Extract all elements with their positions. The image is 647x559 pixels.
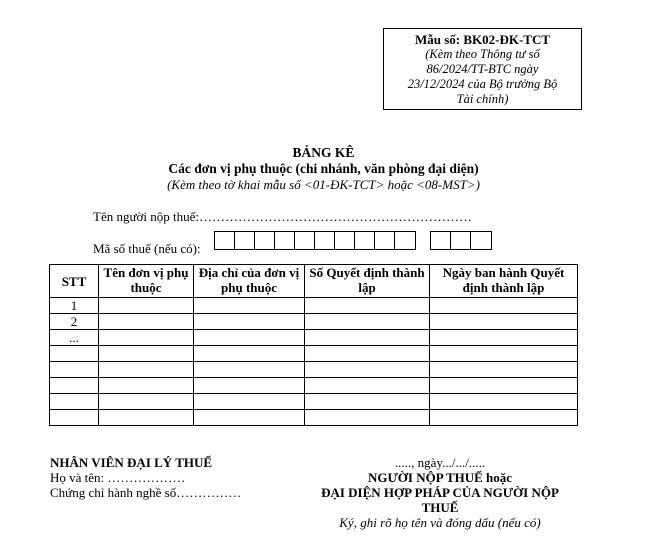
payer-name-field[interactable]: Tên người nộp thuế:……………………………………………………… (93, 209, 472, 224)
unit-address-cell[interactable] (194, 314, 305, 330)
decision-date-cell[interactable] (430, 298, 578, 314)
unit-name-cell[interactable] (99, 362, 194, 378)
agent-certificate-field[interactable]: Chứng chỉ hành nghề số…………… (50, 485, 242, 500)
unit-address-cell[interactable] (194, 298, 305, 314)
tax-code-label: Mã số thuế (nếu có): (93, 241, 201, 256)
decision-date-cell[interactable] (430, 314, 578, 330)
decision-number-cell[interactable] (305, 314, 430, 330)
decision-date-cell[interactable] (430, 410, 578, 426)
tax-code-digit-box[interactable] (315, 232, 335, 249)
tax-code-digit-box[interactable] (255, 232, 275, 249)
tax-code-suffix-boxes[interactable] (430, 231, 492, 250)
table-row (50, 378, 578, 394)
stt-cell (50, 394, 99, 410)
document-note: (Kèm theo tờ khai mẫu số <01-ĐK-TCT> hoặc <08-MST>) (167, 177, 480, 192)
decision-number-cell[interactable] (305, 394, 430, 410)
table-row (50, 314, 578, 330)
document-subtitle: Các đơn vị phụ thuộc (chi nhánh, văn phòng đại diện) (168, 161, 479, 176)
tax-code-digit-box[interactable] (355, 232, 375, 249)
unit-address-cell[interactable] (194, 410, 305, 426)
tax-code-suffix-box[interactable] (431, 232, 451, 249)
unit-name-cell[interactable] (99, 394, 194, 410)
decision-number-cell[interactable] (305, 410, 430, 426)
form-code-box (383, 28, 582, 110)
unit-address-cell[interactable] (194, 346, 305, 362)
stt-cell (50, 346, 99, 362)
decision-date-cell[interactable] (430, 362, 578, 378)
decision-number-cell[interactable] (305, 362, 430, 378)
taxpayer-title-line-3: THUẾ (421, 500, 459, 515)
decision-number-cell[interactable] (305, 298, 430, 314)
table-row (50, 330, 578, 346)
tax-code-digit-box[interactable] (275, 232, 295, 249)
tax-code-digit-box[interactable] (335, 232, 355, 249)
signature-instruction: Ký, ghi rõ họ tên và đóng dấu (nếu có) (339, 515, 541, 530)
taxpayer-title-line-2: ĐẠI DIỆN HỢP PHÁP CỦA NGƯỜI NỘP (321, 485, 559, 500)
table-row (50, 346, 578, 362)
unit-name-cell[interactable] (99, 410, 194, 426)
document-title: BẢNG KÊ (292, 145, 355, 160)
decision-date-cell[interactable] (430, 378, 578, 394)
table-row (50, 362, 578, 378)
branch-list-table (49, 264, 578, 426)
form-code: Mẫu số: BK02-ĐK-TCT (414, 32, 551, 47)
stt-cell (50, 362, 99, 378)
agent-name-field[interactable]: Họ và tên: ……………… (50, 470, 186, 485)
unit-name-cell[interactable] (99, 298, 194, 314)
header-decision-number: Số Quyết định thành lập (305, 265, 430, 298)
tax-code-digit-box[interactable] (395, 232, 415, 249)
decision-date-cell[interactable] (430, 346, 578, 362)
decision-date-cell[interactable] (430, 394, 578, 410)
header-unit-name: Tên đơn vị phụ thuộc (99, 265, 194, 298)
tax-code-digit-box[interactable] (215, 232, 235, 249)
tax-code-digit-box[interactable] (235, 232, 255, 249)
header-decision-date: Ngày ban hành Quyết định thành lập (430, 265, 578, 298)
decision-number-cell[interactable] (305, 378, 430, 394)
agent-title: NHÂN VIÊN ĐẠI LÝ THUẾ (50, 455, 213, 470)
tax-code-boxes[interactable] (214, 231, 416, 250)
tax-code-suffix-box[interactable] (471, 232, 491, 249)
taxpayer-title-line-1: NGƯỜI NỘP THUẾ hoặc (367, 470, 513, 485)
form-reference-line-1: (Kèm theo Thông tư số (425, 47, 540, 61)
unit-address-cell[interactable] (194, 394, 305, 410)
stt-cell (50, 378, 99, 394)
taxpayer-signature-block (300, 455, 580, 530)
unit-name-cell[interactable] (99, 346, 194, 362)
decision-number-cell[interactable] (305, 330, 430, 346)
stt-cell: 1 (50, 298, 99, 314)
unit-address-cell[interactable] (194, 378, 305, 394)
header-unit-address: Địa chỉ của đơn vị phụ thuộc (194, 265, 305, 298)
form-reference-line-3: 23/12/2024 của Bộ trưởng Bộ (407, 77, 558, 91)
agent-signature-block (50, 455, 241, 500)
unit-address-cell[interactable] (194, 330, 305, 346)
table-row (50, 394, 578, 410)
unit-name-cell[interactable] (99, 330, 194, 346)
table-header-row (50, 265, 578, 298)
decision-number-cell[interactable] (305, 346, 430, 362)
tax-code-digit-box[interactable] (295, 232, 315, 249)
tax-code-suffix-box[interactable] (451, 232, 471, 249)
table-row (50, 410, 578, 426)
table-row (50, 298, 578, 314)
stt-cell (50, 410, 99, 426)
unit-name-cell[interactable] (99, 378, 194, 394)
header-stt: STT (50, 265, 99, 298)
tax-code-digit-box[interactable] (375, 232, 395, 249)
unit-address-cell[interactable] (194, 362, 305, 378)
form-reference-line-4: Tài chính) (456, 92, 509, 106)
unit-name-cell[interactable] (99, 314, 194, 330)
form-reference-line-2: 86/2024/TT-BTC ngày (426, 62, 539, 76)
stt-cell: ... (50, 330, 99, 346)
decision-date-cell[interactable] (430, 330, 578, 346)
stt-cell: 2 (50, 314, 99, 330)
signature-date[interactable]: ....., ngày.../.../..... (394, 455, 486, 470)
